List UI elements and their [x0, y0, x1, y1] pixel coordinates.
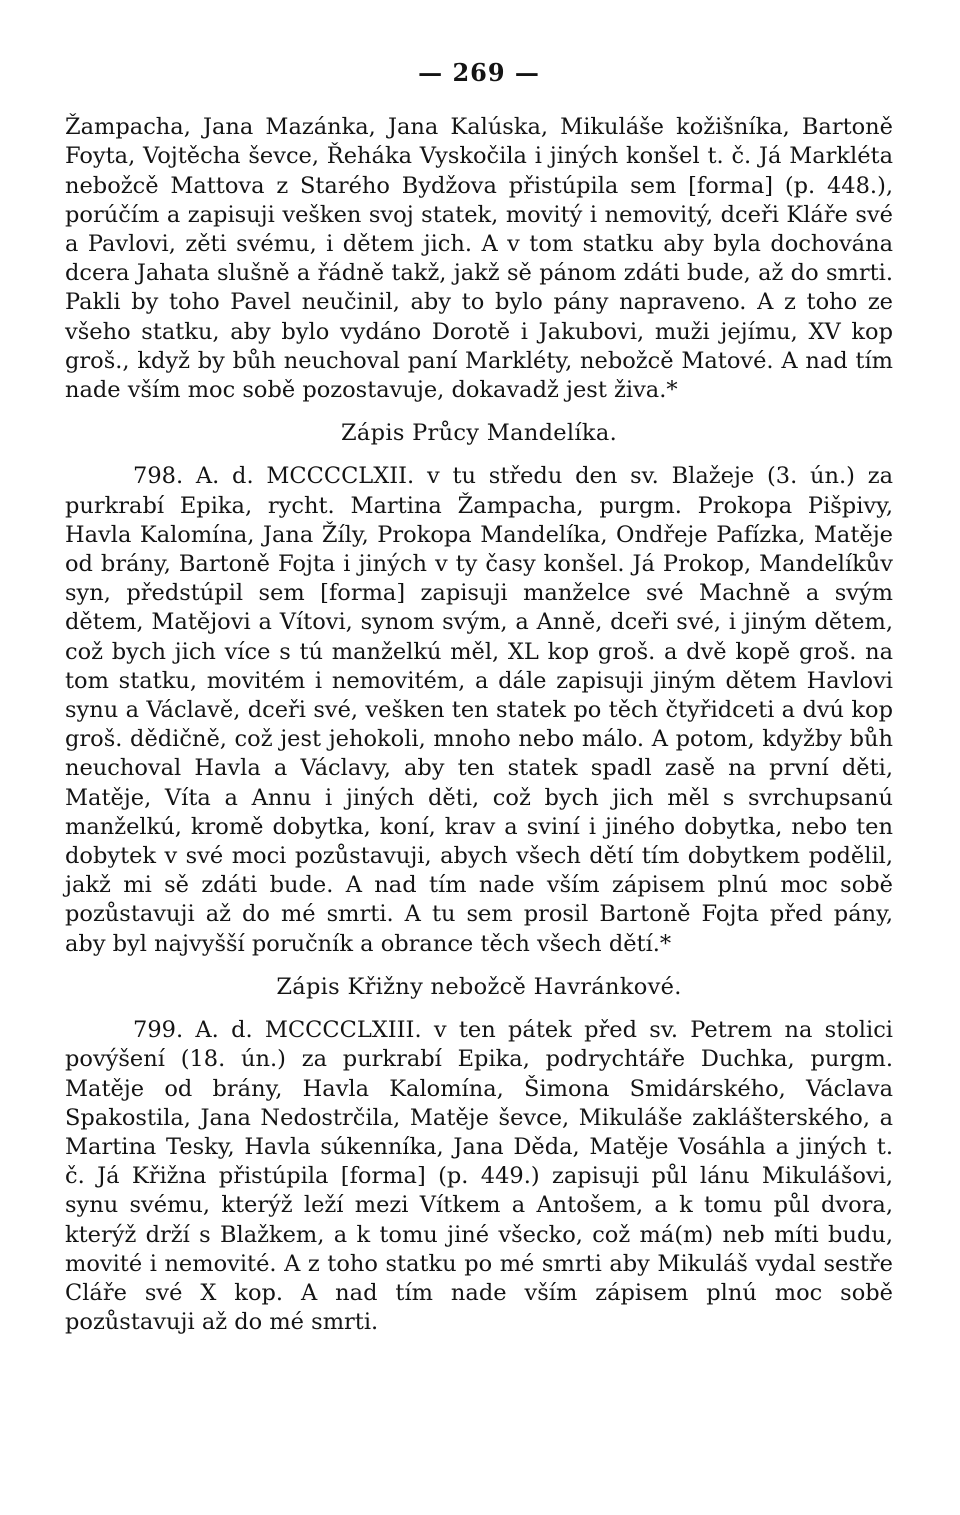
document-page	[65, 58, 893, 1337]
section-heading: Zápis Průcy Mandelíka.	[340, 420, 618, 447]
page-number: — 269 —	[418, 58, 540, 87]
paragraph-entry-799: 799. A. d. MCCCCLXIII. v ten pátek před sv. Petrem na stolici povýšení (18. ún.) za purkrabí Epika, podrychtáře Duchka, purgm. Matěje od brány, Havla Kalomína, Šimona Smidárského, Václava Spakostila, Jana Nedostrčila, Matěje ševce, Mikuláše zaklášterského, a Martina Tesky, Havla súkenníka, Jana Děda, Matěje Vosáhla a jiných t. č. Já Křižna přistúpila [forma] (p. 449.) zapisuji půl lánu Mikulášovi, synu svému, kterýž leží mezi Vítkem a Antošem, a k tomu půl dvora, kterýž drží s Blažkem, a k tomu jiné všecko, což má(m) neb míti budu, movité i nemovité. A z toho statku po mé smrti aby Mikuláš vydal sestře Cláře své X kop. A nad tím nade vším zápisem plnú moc sobě pozůstavuji až do mé smrti.	[65, 1017, 893, 1336]
paragraph-continuation: Žampacha, Jana Mazánka, Jana Kalúska, Mikuláše kožišníka, Bartoně Foyta, Vojtěcha ševce, Řeháka Vyskočila i jiných konšel t. č. Já Markléta nebožcě Mattova z Starého Bydžova přistúpila sem [forma] (p. 448.), porúčím a zapisuji vešken svoj statek, movitý i nemovitý, dceři Kláře své a Pavlovi, zěti svému, i dětem jich. A v tom statku aby byla dochována dcera Jahata slušně a řádně takž, jakž sě pánom zdáti bude, až do smrti. Pakli by toho Pavel neučinil, aby to bylo pány napraveno. A z toho ze všeho statku, aby bylo vydáno Dorotě i Jakubovi, muži jejímu, XV kop groš., když by bůh neuchoval paní Markléty, nebožcě Matové. A nad tím nade vším moc sobě pozostavuje, dokavadž jest živa.*	[65, 114, 893, 404]
section-heading: Zápis Křižny nebožcě Havránkové.	[276, 973, 682, 1000]
paragraph-entry-798: 798. A. d. MCCCCLXII. v tu středu den sv. Blažeje (3. ún.) za purkrabí Epika, rycht. Martina Žampacha, purgm. Prokopa Pišpivy, Havla Kalomína, Jana Žíly, Prokopa Mandelíka, Ondřeje Pafízka, Matěje od brány, Bartoně Fojta i jiných v ty časy konšel. Já Prokop, Mandelíkův syn, předstúpil sem [forma] zapisuji manželce své Machně a svým dětem, Matějovi a Vítovi, synom svým, a Anně, dceři své, i jiným dětem, což bych jich více s tú manželkú měl, XL kop groš. a dvě kopě groš. na tom statku, movitém i nemovitém, a dále zapisuji jiným dětem Havlovi synu a Václavě, dceři své, vešken ten statek po těch čtyřidceti a dvú kop groš. dědičně, což jest jehokoli, mnoho nebo málo. A potom, kdyžby bůh neuchoval Havla a Václavy, aby ten statek spadl zasě na první děti, Matěje, Víta a Annu i jiných děti, což bych jich měl s svrchupsanú manželkú, kromě dobytka, koní, krav a sviní i jiného dobytka, nebo ten dobytek v své moci pozůstavuji, abych všech dětí tím dobytkem podělil, jakž mi sě zdáti bude. A nad tím nade vším zápisem plnú moc sobě pozůstavuji až do mé smrti. A tu sem prosil Bartoně Fojta před pány, aby byl najvyšší poručník a obrance těch všech dětí.*	[65, 463, 893, 957]
